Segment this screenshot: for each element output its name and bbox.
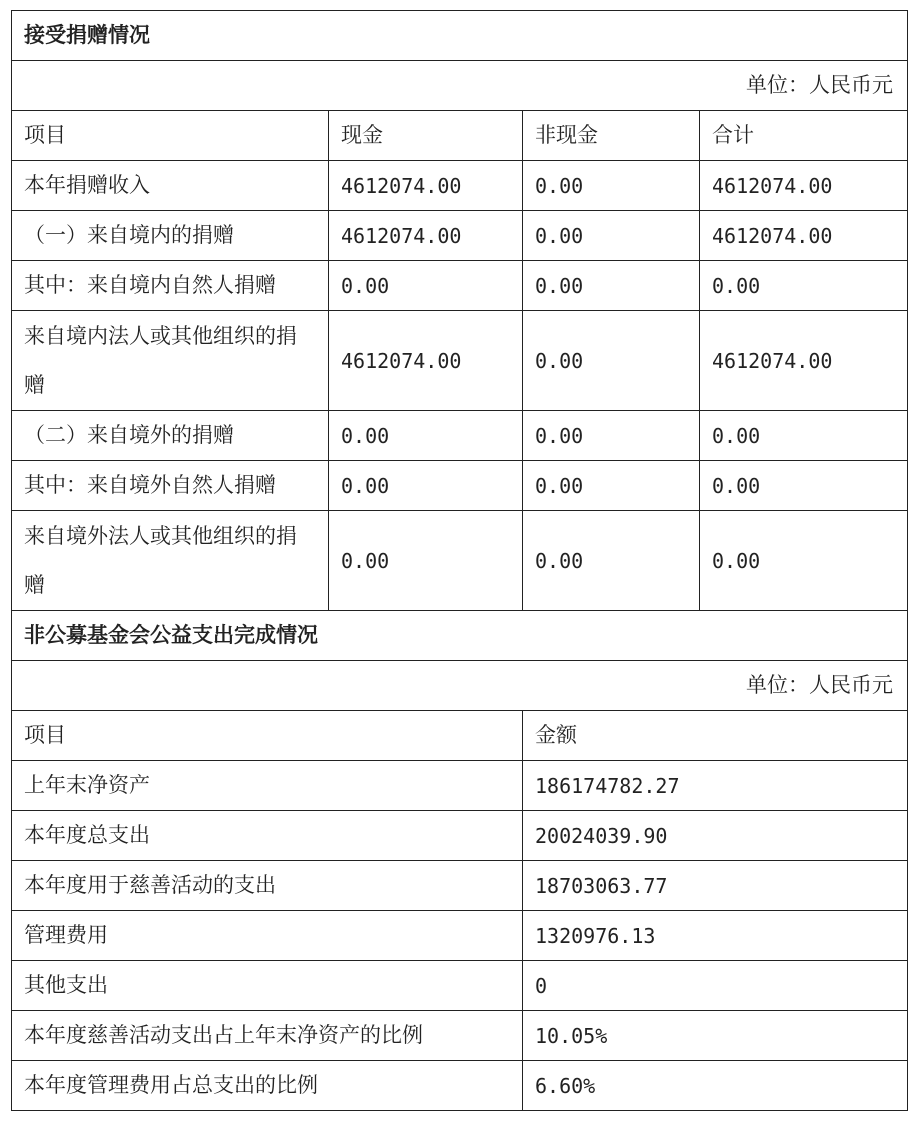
cash-value: 0.00 [329, 461, 523, 511]
row-label: （二）来自境外的捐赠 [12, 411, 329, 461]
noncash-value: 0.00 [523, 211, 700, 261]
row-label: 上年末净资产 [12, 761, 523, 811]
table-row [12, 161, 908, 211]
noncash-value: 0.00 [523, 461, 700, 511]
noncash-value: 0.00 [523, 311, 700, 411]
table-row [12, 961, 908, 1011]
row-label: 来自境外法人或其他组织的捐赠 [12, 511, 329, 611]
donation-title-row [12, 11, 908, 61]
noncash-value: 0.00 [523, 261, 700, 311]
row-label: 本年度用于慈善活动的支出 [12, 861, 523, 911]
donation-unit-row [12, 61, 908, 111]
amount-value: 186174782.27 [523, 761, 908, 811]
total-value: 4612074.00 [700, 211, 908, 261]
amount-value: 20024039.90 [523, 811, 908, 861]
total-value: 4612074.00 [700, 161, 908, 211]
total-value: 0.00 [700, 411, 908, 461]
row-label: 其中：来自境内自然人捐赠 [12, 261, 329, 311]
cash-value: 0.00 [329, 411, 523, 461]
amount-value: 1320976.13 [523, 911, 908, 961]
row-label: 本年度管理费用占总支出的比例 [12, 1061, 523, 1111]
noncash-value: 0.00 [523, 161, 700, 211]
table-row [12, 1011, 908, 1061]
row-label: （一）来自境内的捐赠 [12, 211, 329, 261]
table-row [12, 211, 908, 261]
donation-section-title: 接受捐赠情况 [12, 11, 908, 61]
donation-unit-label: 单位：人民币元 [12, 61, 908, 111]
table-row [12, 311, 908, 411]
row-label: 来自境内法人或其他组织的捐赠 [12, 311, 329, 411]
table-row [12, 811, 908, 861]
table-row [12, 461, 908, 511]
table-row [12, 261, 908, 311]
total-value: 4612074.00 [700, 311, 908, 411]
noncash-value: 0.00 [523, 511, 700, 611]
amount-value: 18703063.77 [523, 861, 908, 911]
expenditure-unit-label: 单位：人民币元 [12, 661, 908, 711]
expenditure-title-row [12, 611, 908, 661]
row-label: 管理费用 [12, 911, 523, 961]
total-value: 0.00 [700, 261, 908, 311]
cash-value: 4612074.00 [329, 211, 523, 261]
cash-value: 4612074.00 [329, 311, 523, 411]
total-value: 0.00 [700, 511, 908, 611]
row-label: 本年度慈善活动支出占上年末净资产的比例 [12, 1011, 523, 1061]
table-row [12, 511, 908, 611]
expenditure-unit-row [12, 661, 908, 711]
cash-value: 4612074.00 [329, 161, 523, 211]
row-label: 本年度总支出 [12, 811, 523, 861]
column-header: 现金 [329, 111, 523, 161]
row-label: 其中：来自境外自然人捐赠 [12, 461, 329, 511]
table-row [12, 1061, 908, 1111]
column-header: 非现金 [523, 111, 700, 161]
row-label: 其他支出 [12, 961, 523, 1011]
report-table [11, 10, 908, 1111]
column-header: 项目 [12, 711, 523, 761]
table-row [12, 411, 908, 461]
expenditure-section-title: 非公募基金会公益支出完成情况 [12, 611, 908, 661]
column-header: 项目 [12, 111, 329, 161]
table-row [12, 761, 908, 811]
column-header: 合计 [700, 111, 908, 161]
amount-value: 6.60% [523, 1061, 908, 1111]
donation-header-row [12, 111, 908, 161]
amount-value: 10.05% [523, 1011, 908, 1061]
amount-value: 0 [523, 961, 908, 1011]
cash-value: 0.00 [329, 511, 523, 611]
noncash-value: 0.00 [523, 411, 700, 461]
total-value: 0.00 [700, 461, 908, 511]
row-label: 本年捐赠收入 [12, 161, 329, 211]
expenditure-header-row [12, 711, 908, 761]
table-row [12, 861, 908, 911]
column-header: 金额 [523, 711, 908, 761]
table-row [12, 911, 908, 961]
report-sheet [11, 10, 907, 1111]
cash-value: 0.00 [329, 261, 523, 311]
